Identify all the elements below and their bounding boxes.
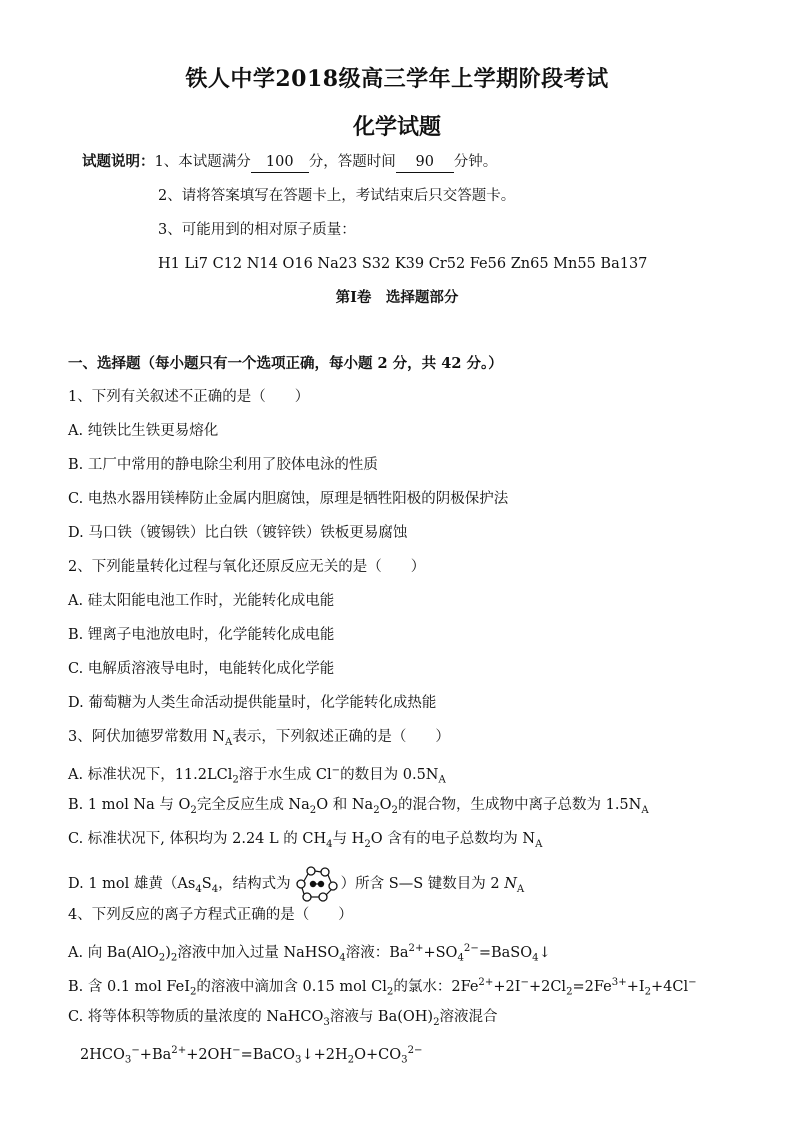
question-4-option-a: A. 向 $Ba(AlO_2)_2$溶液中加入过量 NaHSO$_4$溶液：$Ba^{2+}+SO_4^{2-}=BaSO_4↓$ [68,943,551,964]
realgar-structure-icon [293,866,339,902]
instruction-2: 2、请将答案填写在答题卡上，考试结束后只交答题卡。 [158,188,516,204]
question-3-option-c: C. 标准状况下, 体积均为 2.24 L 的 $CH_4$与 $H_2O$ 含有的电子总数均为 $N_A$ [68,831,543,850]
instruction-3: 3、可能用到的相对原子质量： [158,222,356,238]
question-2-option-d: D. 葡萄糖为人类生命活动提供能量时，化学能转化成热能 [68,695,437,711]
question-1-stem: 1、下列有关叙述不正确的是（ ） [68,389,310,405]
question-1-option-d: D. 马口铁（镀锡铁）比白铁（镀锌铁）铁板更易腐蚀 [68,525,408,541]
question-1-option-c: C. 电热水器用镁棒防止金属内胆腐蚀，原理是牺牲阳极的阴极保护法 [68,491,509,507]
instruction-1-prefix: 1、本试题满分 [154,154,251,170]
question-4-stem: 4、下列反应的离子方程式正确的是（ ） [68,907,353,923]
question-1-option-b: B. 工厂中常用的静电除尘利用了胶体电泳的性质 [68,457,378,473]
question-3-stem: 3、阿伏加德罗常数用 $N_A$表示，下列叙述正确的是（ ） [68,729,450,748]
question-4-option-b: B. 含 0.1 mol FeI$_2$的溶液中滴加含 0.15 mol $Cl_2$的氯水：$2Fe^{2+}+2I^-+2Cl_2=2Fe^{3+}+I_2+4Cl^-$ [68,977,697,998]
exam-title: 铁人中学2018级高三学年上学期阶段考试 [185,66,609,92]
section-title: 第Ⅰ卷 选择题部分 [335,289,459,306]
question-3-option-a: A. 标准状况下，11.2LCl$_2$溶于水生成 Cl−的数目为 $0.5N_A$ [68,765,446,786]
question-4-equation: $2HCO_3^-+Ba^{2+}+2OH^-=BaCO_3↓+2H_2O+CO_3^{2-}$ [80,1045,423,1066]
atomic-masses: H1 Li7 C12 N14 O16 Na23 S32 K39 Cr52 Fe56 Zn65 Mn55 Ba137 [158,256,648,272]
instruction-1-mid: 分，答题时间 [308,154,396,170]
question-2-option-c: C. 电解质溶液导电时，电能转化成化学能 [68,661,335,677]
time-blank: 90 [396,152,454,173]
instruction-1-suffix: 分钟。 [453,154,498,170]
question-2-option-b: B. 锂离子电池放电时，化学能转化成电能 [68,627,335,643]
instruction-1 [82,152,497,173]
question-3-option-d: D. 1 mol 雄黄（$As_4S_4$，结构式为 ）所含 S—S 键数目为 2 $N_A$ [68,866,524,902]
question-3-option-b: B. 1 mol Na 与 $O_2$完全反应生成 $Na_2O$ 和 $Na_2O_2$的混合物，生成物中离子总数为 $1.5N_A$ [68,797,649,816]
part-heading: 一、选择题（每小题只有一个选项正确，每小题 2 分，共 42 分。） [68,355,503,372]
question-2-stem: 2、下列能量转化过程与氧化还原反应无关的是（ ） [68,559,426,575]
question-1-option-a: A. 纯铁比生铁更易熔化 [68,423,219,439]
question-2-option-a: A. 硅太阳能电池工作时，光能转化成电能 [68,593,335,609]
question-4-option-c: C. 将等体积等物质的量浓度的 NaHCO$_3$溶液与 $Ba(OH)_2$溶液混合 [68,1009,498,1028]
score-blank: 100 [251,152,309,173]
exam-subtitle: 化学试题 [352,114,441,140]
instruction-label: 试题说明： [82,153,155,170]
